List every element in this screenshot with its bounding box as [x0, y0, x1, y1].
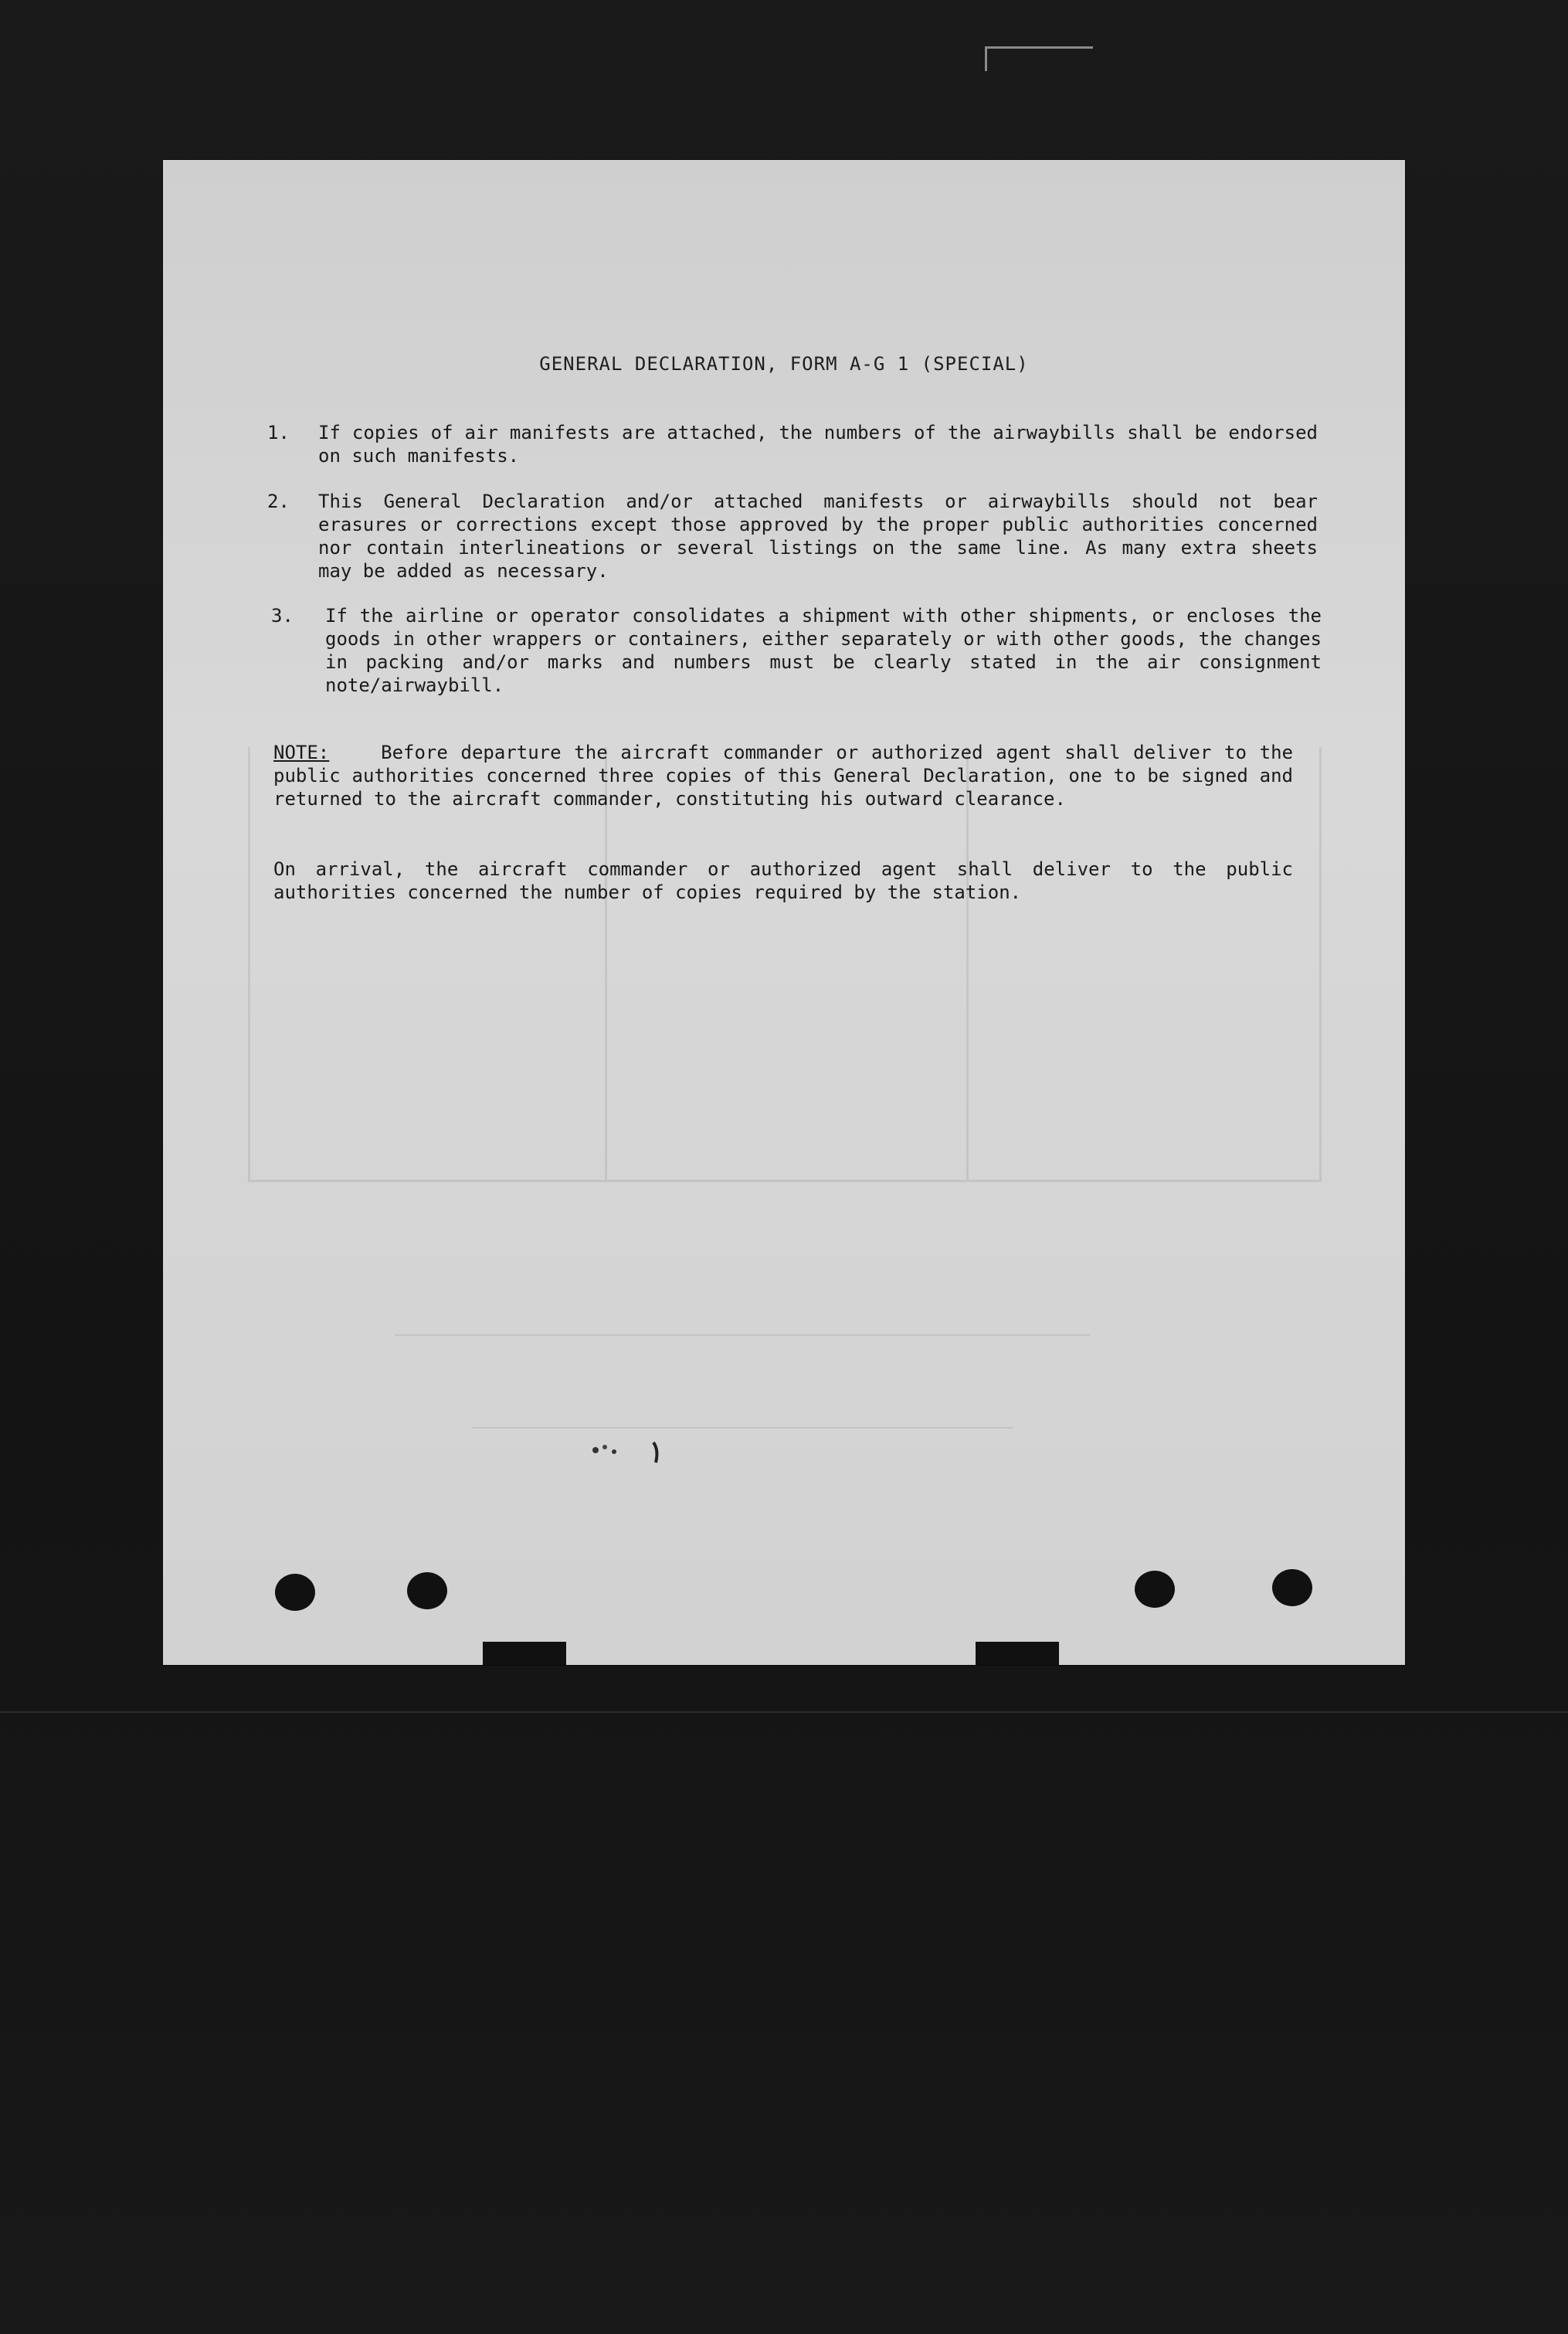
bleed-through-line	[395, 1334, 1090, 1336]
note-paragraph	[273, 741, 1293, 810]
instruction-item	[267, 490, 1318, 583]
document-title: GENERAL DECLARATION, FORM A-G 1 (SPECIAL)	[539, 353, 1029, 375]
ink-smudge	[580, 1435, 673, 1466]
bleed-through-line	[1319, 747, 1322, 1180]
document-page	[163, 160, 1405, 1665]
corner-mark	[985, 46, 1093, 49]
scanner-seam	[0, 1711, 1568, 1713]
arrival-paragraph: On arrival, the aircraft commander or authorized agent shall deliver to the public authorities concerned the number of copies required by the station.	[273, 858, 1293, 903]
binding-tab	[976, 1642, 1059, 1665]
punch-hole	[275, 1574, 315, 1611]
bleed-through-line	[248, 747, 250, 1180]
instruction-item	[267, 421, 1318, 467]
note-label: NOTE:	[273, 742, 330, 763]
bleed-through-line	[248, 1180, 1322, 1182]
item-text: This General Declaration and/or attached manifests or airwaybills should not bear erasures or corrections except those approved by the proper public authorities concerned nor contain interlineations or several listings on the same line. As many extra sheets may be added as necessary.	[318, 491, 1318, 582]
item-number: 3.	[271, 605, 294, 627]
item-number: 1.	[267, 422, 290, 443]
punch-hole	[407, 1572, 447, 1609]
note-text: Before departure the aircraft commander or authorized agent shall deliver to the public authorities concerned three copies of this General Declaration, one to be signed and returned to the aircraft commander, constituting his outward clearance.	[273, 742, 1294, 810]
item-text: If copies of air manifests are attached, the numbers of the airwaybills shall be endorsed on such manifests.	[318, 422, 1318, 467]
item-number: 2.	[267, 491, 290, 512]
bleed-through-line	[472, 1427, 1013, 1429]
bleed-through-line	[966, 747, 969, 1180]
binding-tab	[483, 1642, 566, 1665]
punch-hole	[1272, 1569, 1312, 1606]
corner-mark-tick	[985, 46, 987, 71]
item-text: If the airline or operator consolidates a shipment with other shipments, or encloses the goods in other wrappers or containers, either separately or with other goods, the changes in packing and/or marks and numbers must be clearly stated in the air consignment note/airwaybill.	[325, 605, 1322, 696]
punch-hole	[1135, 1571, 1175, 1608]
instruction-item	[271, 604, 1322, 697]
bleed-through-line	[605, 747, 607, 1180]
